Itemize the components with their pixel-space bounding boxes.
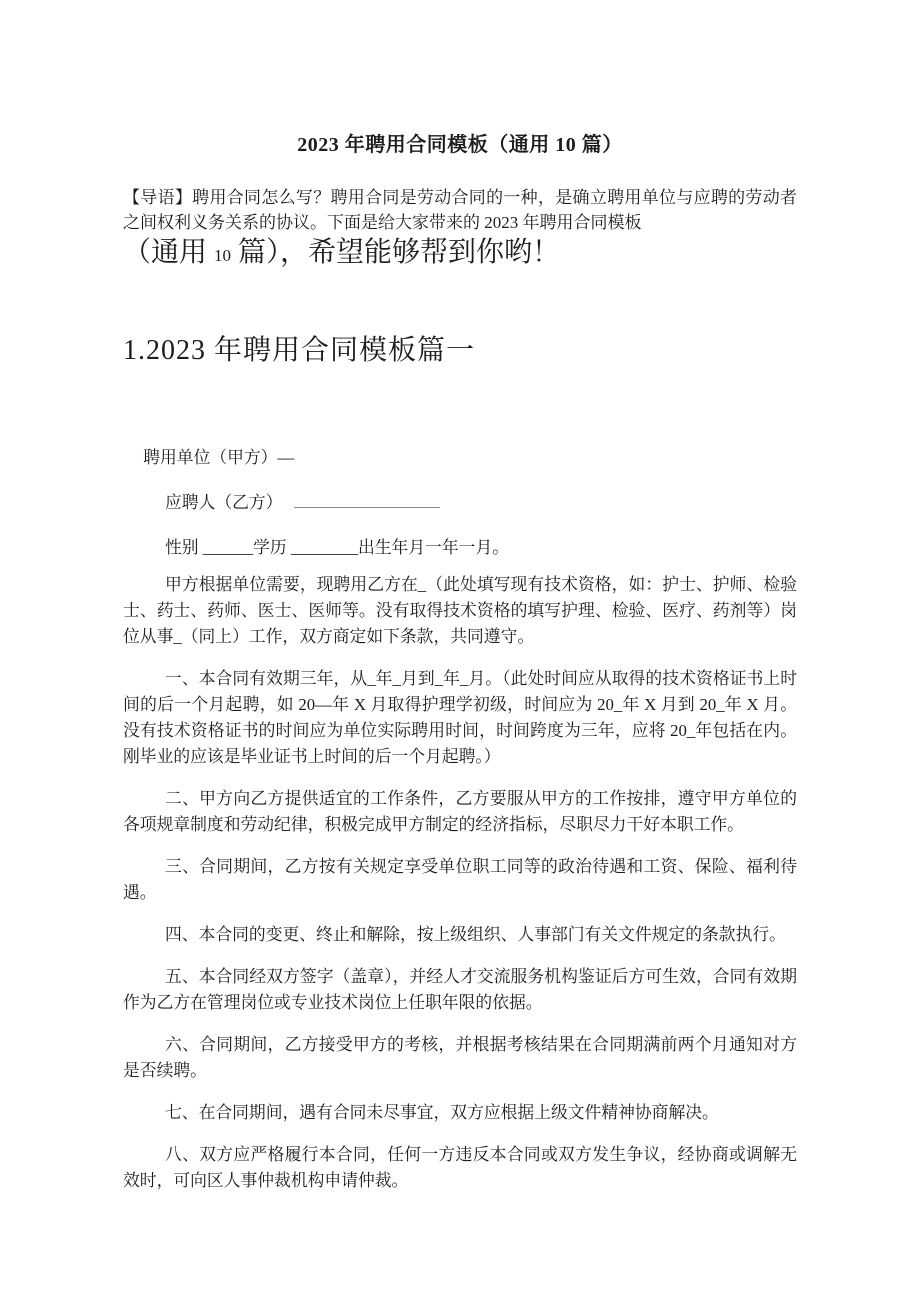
- fill-in-blank-line: [294, 490, 440, 508]
- contract-body: [123, 445, 797, 1194]
- intro-emphasis-number: 10: [214, 246, 232, 265]
- contract-paragraph: 七、在合同期间，遇有合同未尽事宜，双方应根据上级文件精神协商解决。: [165, 1103, 719, 1122]
- party-employee-label: 应聘人（乙方）: [165, 493, 283, 512]
- section-heading: 1.2023 年聘用合同模板篇一: [123, 335, 476, 366]
- contract-paragraph: 甲方根据单位需要，现聘用乙方在_（此处填写现有技术资格，如：护士、护师、检验士、药士、药师、医士、医师等。没有取得技术资格的填写护理、检验、医疗、药剂等）岗位从事_（同上）工作，双方商定如下条款，共同遵守。: [123, 575, 797, 646]
- intro-paragraph: [123, 185, 797, 235]
- party-employee-line: [123, 490, 797, 516]
- contract-paragraph: 三、合同期间，乙方按有关规定享受单位职工同等的政治待遇和工资、保险、福利待遇。: [123, 857, 797, 902]
- intro-label: 【导语】: [123, 188, 193, 207]
- contract-paragraph: 六、合同期间，乙方接受甲方的考核，并根据考核结果在合同期满前两个月通知对方是否续聘。: [123, 1035, 797, 1080]
- intro-text: 聘用合同怎么写？聘用合同是劳动合同的一种，是确立聘用单位与应聘的劳动者之间权利义务关系的协议。下面是给大家带来的 2023 年聘用合同模板: [123, 188, 798, 232]
- contract-paragraph: 一、本合同有效期三年，从_年_月到_年_月。（此处时间应从取得的技术资格证书上时间的后一个月起聘，如 20—年 X 月取得护理学初级，时间应为 20_年 X 月到 20_年 X 月。没有技术资格证书的时间应为单位实际聘用时间，时间跨度为三年，应将 20_年包括在内。刚毕业的应该是毕业证书上时间的后一个月起聘。）: [123, 669, 797, 766]
- party-info-line: 性别 ______学历 ________出生年月一年一月。: [165, 538, 510, 557]
- party-employer-line: 聘用单位（甲方）—: [143, 448, 295, 467]
- contract-paragraph: 八、双方应严格履行本合同，任何一方违反本合同或双方发生争议，经协商或调解无效时，可向区人事仲裁机构申请仲裁。: [123, 1145, 797, 1190]
- intro-emphasis-post: 篇），希望能够帮到你哟！: [231, 237, 561, 268]
- intro-emphasis-line: [123, 235, 797, 274]
- contract-paragraph: 二、甲方向乙方提供适宜的工作条件，乙方要服从甲方的工作按排，遵守甲方单位的各项规章制度和劳动纪律，积极完成甲方制定的经济指标，尽职尽力干好本职工作。: [123, 789, 797, 834]
- contract-paragraphs: [123, 572, 797, 1194]
- intro-emphasis-pre: （通用: [123, 237, 215, 268]
- document-title: 2023 年聘用合同模板（通用 10 篇）: [297, 134, 623, 156]
- contract-paragraph: 五、本合同经双方签字（盖章），并经人才交流服务机构鉴证后方可生效，合同有效期作为乙方在管理岗位或专业技术岗位上任职年限的依据。: [123, 967, 797, 1012]
- contract-paragraph: 四、本合同的变更、终止和解除，按上级组织、人事部门有关文件规定的条款执行。: [165, 925, 786, 944]
